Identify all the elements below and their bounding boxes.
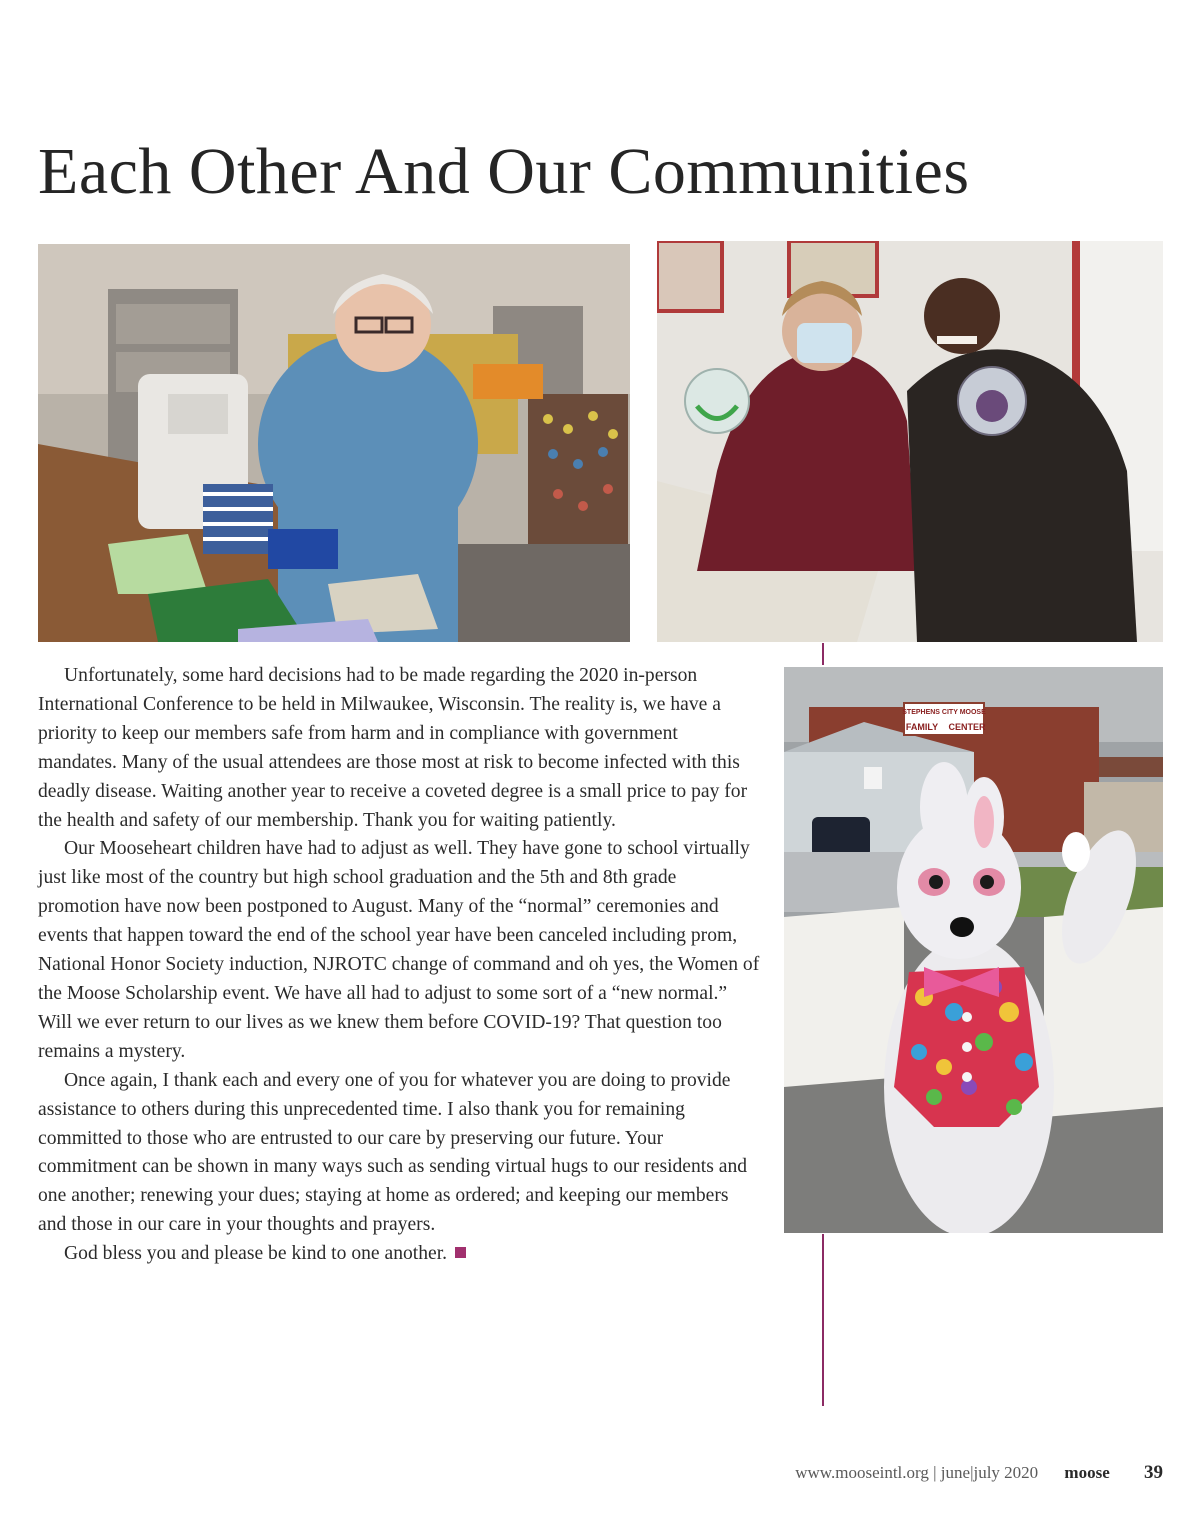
photo-holding-ornaments	[657, 241, 1163, 642]
footer-url[interactable]: www.mooseintl.org	[795, 1463, 929, 1482]
article-body	[38, 662, 760, 1269]
paragraph-3: Once again, I thank each and every one of you for whatever you are doing to provide assistance to others during this unprecedented time. I also thank you for remaining committed to those who are entrusted to our care by preserving our future. Your commitment can be shown in many ways such as sending virtual hugs to our residents and one another; renewing your dues; staying at home as ordered; and keeping our members and those in our care in your thoughts and prayers.	[38, 1069, 748, 1236]
footer-brand: moose	[1064, 1463, 1110, 1482]
accent-rule-bottom	[822, 1234, 824, 1406]
sign-line-2: FAMILY	[905, 722, 939, 732]
page-footer	[795, 1462, 1163, 1484]
end-mark-square-icon	[455, 1247, 466, 1258]
accent-rule-top	[822, 643, 824, 665]
sign-line-1: STEPHENS CITY MOOSE	[902, 709, 986, 716]
closing-line: God bless you and please be kind to one another.	[64, 1243, 448, 1265]
photo-easter-bunny	[784, 667, 1163, 1233]
page-number: 39	[1144, 1462, 1163, 1483]
sign-line-3: CENTER	[948, 722, 986, 732]
paragraph-2: Our Mooseheart children have had to adjust as well. They have gone to school virtually just like most of the country but high school graduation and the 5th and 8th grade promotion have now been postponed to August. Many of the “normal” ceremonies and events that happen toward the end of the school year have been canceled including prom, National Honor Society induction, NJROTC change of command and oh yes, the Women of the Moose Scholarship event. We have all had to adjust to some sort of a “new normal.” Will we ever return to our lives as we knew them before COVID-19? That question too remains a mystery.	[38, 838, 760, 1062]
footer-issue: | june|july 2020	[933, 1463, 1039, 1482]
paragraph-1: Unfortunately, some hard decisions had to be made regarding the 2020 in-person International Conference to be held in Milwaukee, Wisconsin. The reality is, we have a priority to keep our members safe from harm and in compliance with government mandates. Many of the usual attendees are those most at risk to become infected with this deadly disease. Waiting another year to receive a coveted degree is a small price to pay for the health and safety of our membership. Thank you for waiting patiently.	[38, 665, 748, 831]
article-headline: Each Other And Our Communities	[38, 135, 970, 208]
photo-woman-sewing-masks	[38, 244, 630, 642]
paragraph-4	[38, 1240, 760, 1269]
